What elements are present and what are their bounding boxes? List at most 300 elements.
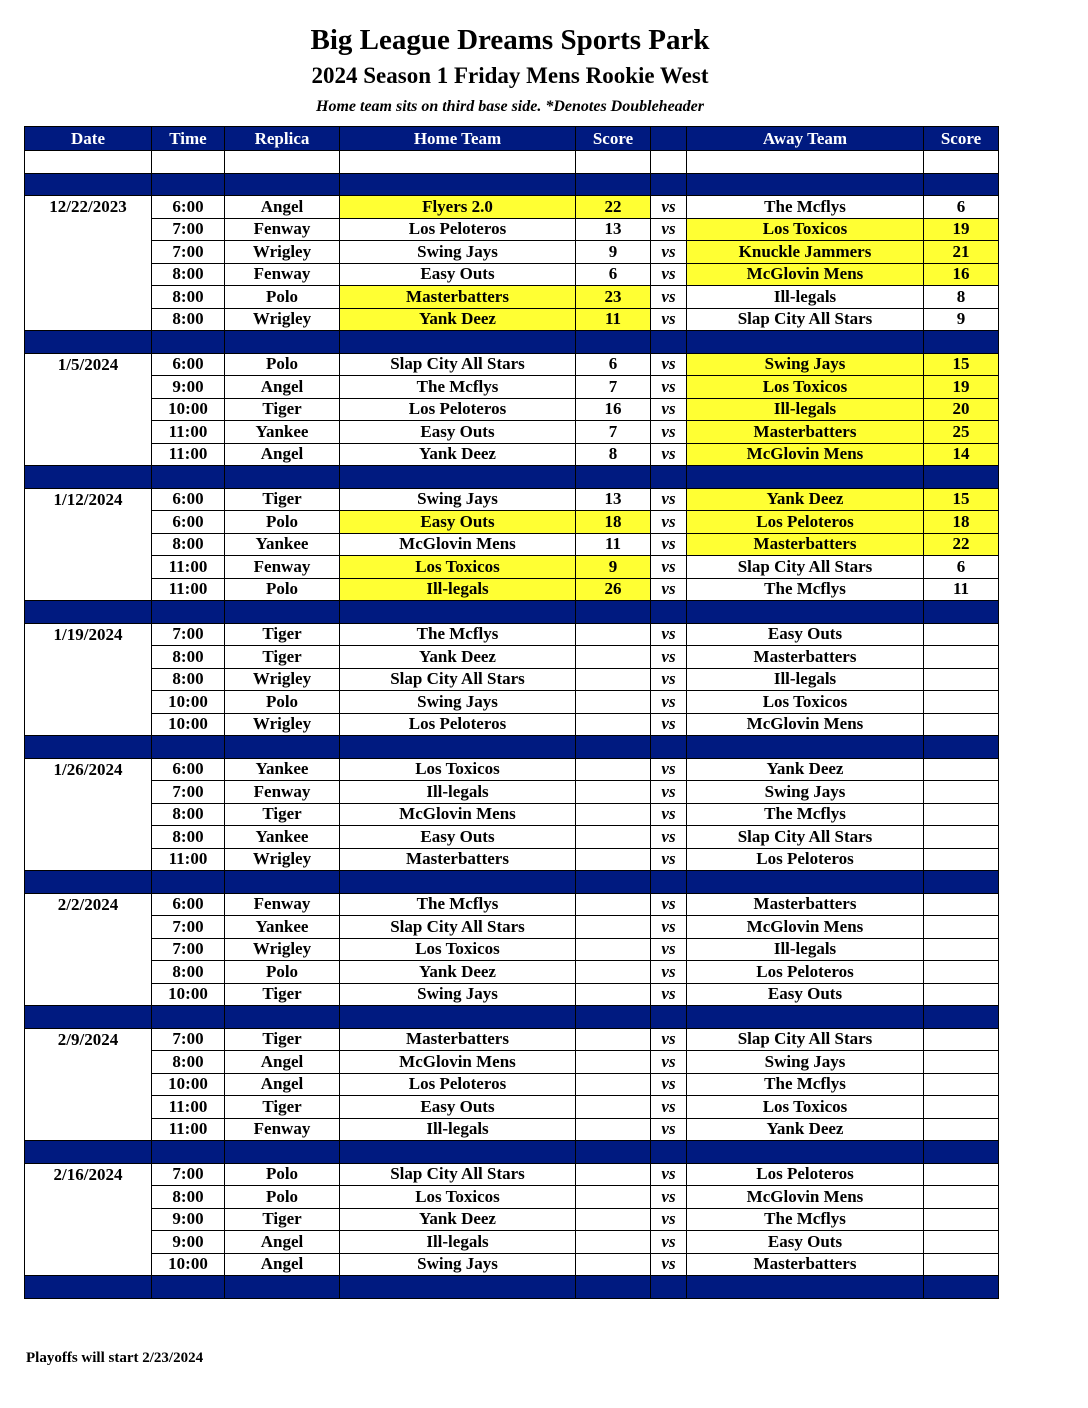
game-time: 9:00: [152, 1208, 225, 1231]
home-team: Los Peloteros: [340, 218, 576, 241]
game-date: [25, 533, 152, 556]
week-separator-cell: [924, 173, 999, 196]
week-separator-cell: [687, 466, 924, 489]
game-replica: Tiger: [225, 1096, 340, 1119]
game-date: [25, 1096, 152, 1119]
week-separator-cell: [25, 466, 152, 489]
game-row: [25, 376, 999, 399]
game-time: 8:00: [152, 1051, 225, 1074]
game-date: [25, 781, 152, 804]
game-replica: Polo: [225, 961, 340, 984]
home-team: Easy Outs: [340, 826, 576, 849]
game-row: [25, 1253, 999, 1276]
game-replica: Fenway: [225, 1118, 340, 1141]
week-separator-cell: [25, 871, 152, 894]
game-time: 6:00: [152, 758, 225, 781]
game-replica: Polo: [225, 511, 340, 534]
game-row: [25, 983, 999, 1006]
game-date: 2/2/2024: [25, 893, 152, 916]
game-replica: Fenway: [225, 556, 340, 579]
week-separator: [25, 1006, 999, 1029]
week-separator-cell: [576, 601, 651, 624]
week-separator-cell: [225, 736, 340, 759]
vs-label: vs: [651, 488, 687, 511]
week-separator-cell: [576, 173, 651, 196]
game-row: [25, 713, 999, 736]
game-date: 2/16/2024: [25, 1163, 152, 1186]
vs-label: vs: [651, 241, 687, 264]
game-replica: Yankee: [225, 758, 340, 781]
away-score: 22: [924, 533, 999, 556]
game-date: [25, 1231, 152, 1254]
away-score: [924, 803, 999, 826]
game-date: 1/5/2024: [25, 353, 152, 376]
game-time: 6:00: [152, 511, 225, 534]
away-team: Easy Outs: [687, 623, 924, 646]
away-team: McGlovin Mens: [687, 263, 924, 286]
home-score: [576, 803, 651, 826]
week-separator-cell: [576, 466, 651, 489]
home-score: [576, 1028, 651, 1051]
game-row: [25, 961, 999, 984]
home-team: Los Toxicos: [340, 556, 576, 579]
week-separator-cell: [25, 1141, 152, 1164]
game-row: [25, 1163, 999, 1186]
blank-row-cell: [687, 151, 924, 174]
vs-label: vs: [651, 691, 687, 714]
away-team: Masterbatters: [687, 421, 924, 444]
away-team: Masterbatters: [687, 646, 924, 669]
home-team: Los Toxicos: [340, 938, 576, 961]
week-separator-cell: [225, 1141, 340, 1164]
week-separator-cell: [924, 1276, 999, 1299]
home-score: 6: [576, 263, 651, 286]
away-team: Swing Jays: [687, 1051, 924, 1074]
vs-label: vs: [651, 848, 687, 871]
week-separator-cell: [651, 466, 687, 489]
vs-label: vs: [651, 1186, 687, 1209]
away-score: [924, 1208, 999, 1231]
game-time: 8:00: [152, 308, 225, 331]
away-team: Los Peloteros: [687, 961, 924, 984]
week-separator-cell: [152, 466, 225, 489]
blank-row-cell: [576, 151, 651, 174]
vs-label: vs: [651, 511, 687, 534]
week-separator-cell: [25, 736, 152, 759]
week-separator-cell: [340, 1141, 576, 1164]
week-separator-cell: [340, 1006, 576, 1029]
game-replica: Polo: [225, 1186, 340, 1209]
away-team: The Mcflys: [687, 803, 924, 826]
vs-label: vs: [651, 668, 687, 691]
vs-label: vs: [651, 353, 687, 376]
week-separator-cell: [340, 601, 576, 624]
away-team: Masterbatters: [687, 893, 924, 916]
game-row: [25, 1028, 999, 1051]
game-replica: Angel: [225, 443, 340, 466]
game-row: [25, 241, 999, 264]
away-team: Yank Deez: [687, 488, 924, 511]
game-date: [25, 218, 152, 241]
game-date: [25, 848, 152, 871]
game-replica: Tiger: [225, 646, 340, 669]
away-team: Swing Jays: [687, 781, 924, 804]
away-score: [924, 1028, 999, 1051]
week-separator-cell: [924, 601, 999, 624]
game-time: 7:00: [152, 916, 225, 939]
game-date: [25, 263, 152, 286]
home-score: 18: [576, 511, 651, 534]
vs-label: vs: [651, 1163, 687, 1186]
away-team: Slap City All Stars: [687, 556, 924, 579]
week-separator-cell: [152, 173, 225, 196]
game-time: 9:00: [152, 1231, 225, 1254]
vs-label: vs: [651, 713, 687, 736]
away-team: The Mcflys: [687, 578, 924, 601]
game-row: [25, 398, 999, 421]
week-separator-cell: [152, 331, 225, 354]
col-header-replica: Replica: [225, 127, 340, 151]
away-team: Slap City All Stars: [687, 308, 924, 331]
game-row: [25, 1208, 999, 1231]
away-score: [924, 668, 999, 691]
vs-label: vs: [651, 1073, 687, 1096]
away-score: 6: [924, 196, 999, 219]
week-separator-cell: [340, 173, 576, 196]
game-row: [25, 668, 999, 691]
game-replica: Angel: [225, 1253, 340, 1276]
vs-label: vs: [651, 556, 687, 579]
away-score: [924, 691, 999, 714]
away-team: Ill-legals: [687, 398, 924, 421]
game-time: 7:00: [152, 781, 225, 804]
home-score: 23: [576, 286, 651, 309]
away-team: The Mcflys: [687, 1208, 924, 1231]
game-replica: Polo: [225, 286, 340, 309]
home-team: Yank Deez: [340, 961, 576, 984]
game-time: 6:00: [152, 893, 225, 916]
away-team: Los Peloteros: [687, 511, 924, 534]
week-separator-cell: [651, 173, 687, 196]
home-score: [576, 1096, 651, 1119]
away-score: [924, 1186, 999, 1209]
blank-row: [25, 151, 999, 174]
schedule-table: [24, 126, 999, 1299]
vs-label: vs: [651, 758, 687, 781]
home-team: Swing Jays: [340, 241, 576, 264]
game-row: [25, 758, 999, 781]
game-replica: Angel: [225, 1051, 340, 1074]
game-time: 8:00: [152, 826, 225, 849]
game-replica: Polo: [225, 1163, 340, 1186]
week-separator-cell: [225, 871, 340, 894]
week-separator-cell: [651, 1006, 687, 1029]
vs-label: vs: [651, 916, 687, 939]
game-replica: Yankee: [225, 826, 340, 849]
week-separator-cell: [687, 1276, 924, 1299]
week-separator-cell: [576, 331, 651, 354]
vs-label: vs: [651, 218, 687, 241]
vs-label: vs: [651, 826, 687, 849]
away-team: Yank Deez: [687, 758, 924, 781]
game-replica: Tiger: [225, 488, 340, 511]
away-team: Los Peloteros: [687, 1163, 924, 1186]
home-score: [576, 623, 651, 646]
away-score: 18: [924, 511, 999, 534]
home-score: 7: [576, 376, 651, 399]
home-score: [576, 961, 651, 984]
away-score: [924, 1051, 999, 1074]
away-score: 20: [924, 398, 999, 421]
vs-label: vs: [651, 1253, 687, 1276]
away-score: [924, 623, 999, 646]
game-replica: Angel: [225, 1073, 340, 1096]
game-date: 12/22/2023: [25, 196, 152, 219]
away-team: The Mcflys: [687, 196, 924, 219]
week-separator-cell: [687, 601, 924, 624]
game-row: [25, 646, 999, 669]
home-score: [576, 1231, 651, 1254]
away-score: [924, 1231, 999, 1254]
game-replica: Fenway: [225, 781, 340, 804]
away-score: 21: [924, 241, 999, 264]
game-row: [25, 1231, 999, 1254]
away-score: [924, 646, 999, 669]
week-separator-cell: [687, 871, 924, 894]
game-time: 7:00: [152, 241, 225, 264]
week-separator: [25, 601, 999, 624]
away-score: 11: [924, 578, 999, 601]
blank-row-cell: [152, 151, 225, 174]
home-score: 8: [576, 443, 651, 466]
week-separator-cell: [152, 1276, 225, 1299]
week-separator-cell: [340, 1276, 576, 1299]
away-team: Los Toxicos: [687, 376, 924, 399]
week-separator-cell: [25, 1006, 152, 1029]
game-time: 6:00: [152, 196, 225, 219]
game-time: 11:00: [152, 556, 225, 579]
week-separator-cell: [651, 601, 687, 624]
game-time: 11:00: [152, 421, 225, 444]
away-score: 16: [924, 263, 999, 286]
game-date: [25, 1253, 152, 1276]
away-score: 15: [924, 488, 999, 511]
home-team: Los Toxicos: [340, 1186, 576, 1209]
home-score: [576, 983, 651, 1006]
game-time: 8:00: [152, 263, 225, 286]
week-separator-cell: [340, 736, 576, 759]
home-team: Los Peloteros: [340, 1073, 576, 1096]
week-separator-cell: [576, 871, 651, 894]
game-row: [25, 1073, 999, 1096]
vs-label: vs: [651, 196, 687, 219]
week-separator-cell: [687, 1141, 924, 1164]
away-team: Ill-legals: [687, 938, 924, 961]
week-separator-cell: [651, 871, 687, 894]
home-score: [576, 1208, 651, 1231]
home-team: Swing Jays: [340, 691, 576, 714]
home-team: Slap City All Stars: [340, 668, 576, 691]
home-score: [576, 781, 651, 804]
home-team: Los Toxicos: [340, 758, 576, 781]
header-row: [25, 127, 999, 151]
game-replica: Angel: [225, 196, 340, 219]
game-date: [25, 1073, 152, 1096]
home-team: McGlovin Mens: [340, 803, 576, 826]
week-separator-cell: [25, 601, 152, 624]
home-team: Slap City All Stars: [340, 353, 576, 376]
away-team: Yank Deez: [687, 1118, 924, 1141]
game-date: [25, 376, 152, 399]
week-separator-cell: [576, 1006, 651, 1029]
away-team: Masterbatters: [687, 533, 924, 556]
week-separator-cell: [924, 466, 999, 489]
away-score: 14: [924, 443, 999, 466]
week-separator-cell: [576, 1276, 651, 1299]
game-row: [25, 623, 999, 646]
week-separator: [25, 1141, 999, 1164]
week-separator-cell: [340, 466, 576, 489]
game-row: [25, 848, 999, 871]
home-team: McGlovin Mens: [340, 1051, 576, 1074]
home-team: Slap City All Stars: [340, 1163, 576, 1186]
week-separator: [25, 331, 999, 354]
home-score: 13: [576, 218, 651, 241]
game-replica: Fenway: [225, 893, 340, 916]
away-team: McGlovin Mens: [687, 916, 924, 939]
away-score: 25: [924, 421, 999, 444]
week-separator-cell: [924, 736, 999, 759]
game-row: [25, 1118, 999, 1141]
home-score: 6: [576, 353, 651, 376]
game-replica: Yankee: [225, 421, 340, 444]
game-replica: Wrigley: [225, 848, 340, 871]
home-score: 13: [576, 488, 651, 511]
vs-label: vs: [651, 961, 687, 984]
home-team: Easy Outs: [340, 421, 576, 444]
home-team: Los Peloteros: [340, 713, 576, 736]
home-score: 26: [576, 578, 651, 601]
game-date: [25, 803, 152, 826]
week-separator-cell: [152, 736, 225, 759]
game-time: 8:00: [152, 1186, 225, 1209]
game-row: [25, 916, 999, 939]
game-row: [25, 893, 999, 916]
home-score: [576, 826, 651, 849]
vs-label: vs: [651, 1028, 687, 1051]
game-date: [25, 398, 152, 421]
game-date: 1/12/2024: [25, 488, 152, 511]
home-score: [576, 713, 651, 736]
week-separator-cell: [152, 601, 225, 624]
vs-label: vs: [651, 398, 687, 421]
week-separator-cell: [225, 601, 340, 624]
blank-row-cell: [25, 151, 152, 174]
vs-label: vs: [651, 1208, 687, 1231]
game-date: [25, 1051, 152, 1074]
game-time: 7:00: [152, 218, 225, 241]
game-date: [25, 826, 152, 849]
home-team: Flyers 2.0: [340, 196, 576, 219]
game-replica: Fenway: [225, 263, 340, 286]
page-title: Big League Dreams Sports Park: [310, 24, 710, 56]
page-subtitle: 2024 Season 1 Friday Mens Rookie West: [311, 63, 709, 88]
home-team: The Mcflys: [340, 893, 576, 916]
home-team: Swing Jays: [340, 488, 576, 511]
home-score: [576, 668, 651, 691]
home-team: Yank Deez: [340, 646, 576, 669]
col-header-home-score: Score: [576, 127, 651, 151]
week-separator-cell: [25, 173, 152, 196]
away-score: 19: [924, 218, 999, 241]
game-replica: Tiger: [225, 623, 340, 646]
home-team: Masterbatters: [340, 1028, 576, 1051]
vs-label: vs: [651, 443, 687, 466]
game-time: 11:00: [152, 578, 225, 601]
game-replica: Wrigley: [225, 668, 340, 691]
away-score: [924, 826, 999, 849]
away-team: Los Peloteros: [687, 848, 924, 871]
game-date: [25, 556, 152, 579]
week-separator-cell: [25, 1276, 152, 1299]
game-replica: Wrigley: [225, 938, 340, 961]
game-date: [25, 983, 152, 1006]
week-separator-cell: [924, 1141, 999, 1164]
game-time: 6:00: [152, 488, 225, 511]
away-score: 19: [924, 376, 999, 399]
week-separator-cell: [651, 331, 687, 354]
away-team: Los Toxicos: [687, 218, 924, 241]
home-score: [576, 1253, 651, 1276]
away-team: McGlovin Mens: [687, 443, 924, 466]
home-team: Swing Jays: [340, 1253, 576, 1276]
away-team: Swing Jays: [687, 353, 924, 376]
away-score: [924, 983, 999, 1006]
week-separator-cell: [225, 331, 340, 354]
week-separator-cell: [576, 736, 651, 759]
game-row: [25, 781, 999, 804]
game-replica: Wrigley: [225, 308, 340, 331]
away-team: Easy Outs: [687, 983, 924, 1006]
game-row: [25, 826, 999, 849]
home-team: Ill-legals: [340, 578, 576, 601]
game-row: [25, 1051, 999, 1074]
game-time: 8:00: [152, 961, 225, 984]
home-score: 11: [576, 308, 651, 331]
home-team: Swing Jays: [340, 983, 576, 1006]
game-row: [25, 556, 999, 579]
game-date: [25, 511, 152, 534]
home-team: Easy Outs: [340, 511, 576, 534]
game-replica: Yankee: [225, 916, 340, 939]
game-replica: Tiger: [225, 983, 340, 1006]
game-time: 10:00: [152, 713, 225, 736]
game-date: [25, 421, 152, 444]
game-row: [25, 691, 999, 714]
game-time: 8:00: [152, 533, 225, 556]
game-time: 8:00: [152, 286, 225, 309]
game-replica: Fenway: [225, 218, 340, 241]
home-team: Yank Deez: [340, 443, 576, 466]
col-header-date: Date: [25, 127, 152, 151]
game-time: 11:00: [152, 1096, 225, 1119]
away-score: [924, 1253, 999, 1276]
game-date: [25, 916, 152, 939]
week-separator-cell: [924, 871, 999, 894]
vs-label: vs: [651, 623, 687, 646]
game-row: [25, 1186, 999, 1209]
game-replica: Polo: [225, 578, 340, 601]
